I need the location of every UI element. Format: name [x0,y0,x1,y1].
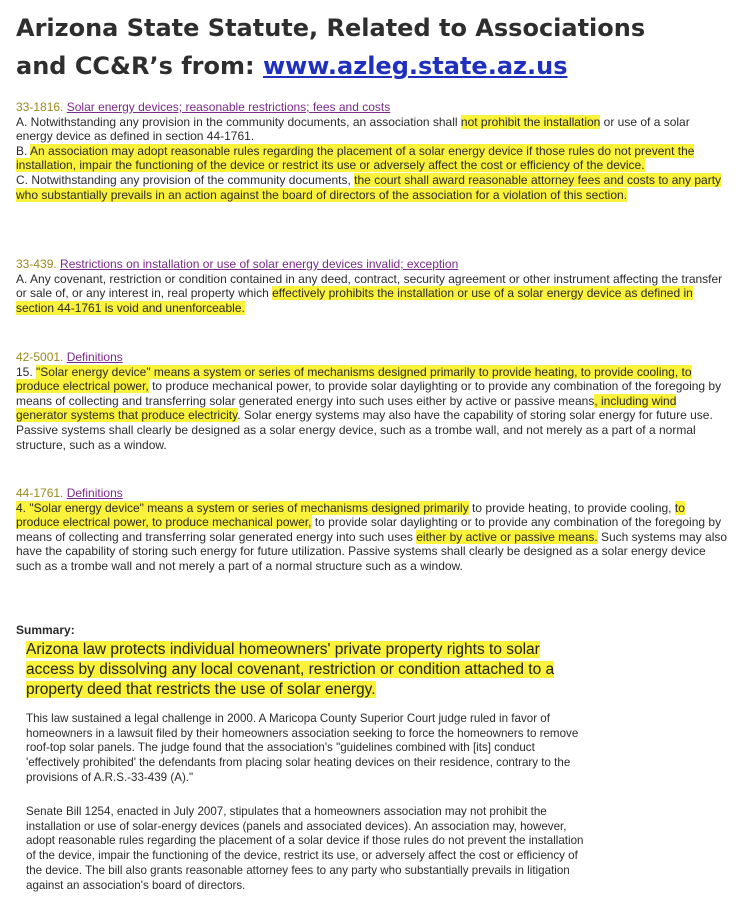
clause-text: to provide solar daylighting or to provide any combination of the foregoing by means of collecting and transferring solar generated energy into such uses [16,515,722,544]
statute-heading [16,350,728,365]
statute-title-link[interactable]: Definitions [66,350,123,364]
highlight: effectively prohibits the installation or use of a solar energy device as defined in section 44-1761 is void and unenforceable. [16,286,693,315]
statute-heading [16,486,728,501]
page-title [16,9,736,85]
summary-highlight [26,640,586,700]
statute-number: 33-439. [16,257,57,271]
clause-text: C. Notwithstanding any provision of the community documents, [16,172,355,187]
clause-text: A. Notwithstanding any provision in the community documents, an association shall [16,114,461,129]
clause-text: to provide heating, to provide cooling, [468,500,675,515]
clause-a [16,272,728,316]
title-line-1: Arizona State Statute, Related to Associations [16,14,646,42]
summary-paragraph-2: Senate Bill 1254, enacted in July 2007, stipulates that a homeowners association may not prohibit the installation or use of solar-energy devices (panels and associated devices). An association may, however, adopt reasonable rules regarding the placement of a solar device if those rules do not prevent the installation of the device, impair the functioning of the device, restrict its use, or adversely affect the cost or efficiency of the device. The bill also grants reasonable attorney fees to any party who substantially prevails in litigation against an association's board of directors. [26,805,584,892]
summary-paragraph-1: This law sustained a legal challenge in 2000. A Maricopa County Superior Court judge ruled in favor of homeowners in a lawsuit filed by their homeowners association seeking to force the homeowners to remove roof-top solar panels. The judge found that the association's "guidelines combined with [its] conduct 'effectively prohibited' the defendants from placing solar heating devices on their residence, contrary to the provisions of A.R.S.-33-439 (A)." [26,712,579,784]
clause-text: 15. [16,364,37,379]
highlight: , including wind generator systems that produce electricity [16,393,677,423]
highlight: the court shall award reasonable attorney fees and costs to any party who substantially prevails in an action against the board of directors of the association for a violation of this section. [16,172,722,202]
highlight: An association may adopt reasonable rules regarding the placement of a solar energy device if those rules do not prevent the installation, impair the functioning of the device or restrict its use or adversely affect the cost or efficiency of the device. [16,143,695,173]
summary-label: Summary: [16,623,75,637]
highlight: "Solar energy device" means a system or series of mechanisms designed primarily to provide heating, to provide cooling, to produce electrical power, [16,364,692,394]
title-line-2-prefix: and CC&R’s from: [16,52,263,80]
statute-42-5001 [16,350,728,452]
statute-number: 44-1761. [16,486,64,500]
clause-a [16,115,728,144]
statute-title-link[interactable]: Restrictions on installation or use of solar energy devices invalid; exception [60,257,459,271]
statute-33-1816 [16,100,728,202]
definition-4 [16,501,728,574]
clause-b [16,144,728,173]
highlight: to produce electrical power, to produce mechanical power, [16,500,685,530]
highlight: Arizona law protects individual homeowners' private property rights to solar access by dissolving any local covenant, restriction or condition attached to a property deed that restricts the use of solar energy. [26,641,555,698]
clause-text: to produce mechanical power, to provide solar daylighting or to provide any combination of the foregoing by means of collecting and transferring solar generated energy into such uses either by active or passive means [16,379,722,408]
statute-title-link[interactable]: Definitions [66,486,123,500]
clause-text: A. Any covenant, restriction or condition contained in any deed, contract, security agreement or other instrument affecting the transfer or sale of, or any interest in, real property which [16,271,723,301]
clause-text: or use of a solar energy device as defined in section 44-1761. [16,114,690,144]
definition-15 [16,365,728,453]
clause-c [16,173,728,202]
statute-number: 42-5001. [16,350,64,364]
statute-heading [16,257,728,272]
clause-text: . Solar energy systems may also have the capability of storing solar energy for future use. Passive systems shall clearly be designed as a solar energy device, such as a trombe wall, and not merely as a part of a normal structure, such as a window. [16,408,713,452]
statute-title-link[interactable]: Solar energy devices; reasonable restrictions; fees and costs [66,100,391,114]
highlight: either by active or passive means. [416,529,598,544]
highlight: 4. "Solar energy device" means a system or series of mechanisms designed primarily [16,500,469,515]
azleg-url-link[interactable]: www.azleg.state.az.us [262,52,568,80]
statute-44-1761 [16,486,728,574]
statute-number: 33-1816. [16,100,64,114]
clause-text: Such systems may also have the capability of storing such energy for future utilization. Passive systems shall clearly be designed as a solar energy device such as a trombe wall and not merely a part of a normal structure such as a window. [16,529,728,573]
highlight: not prohibit the installation [460,114,601,129]
clause-text: B. [16,143,31,158]
statute-33-439 [16,257,728,315]
statute-heading [16,100,728,115]
